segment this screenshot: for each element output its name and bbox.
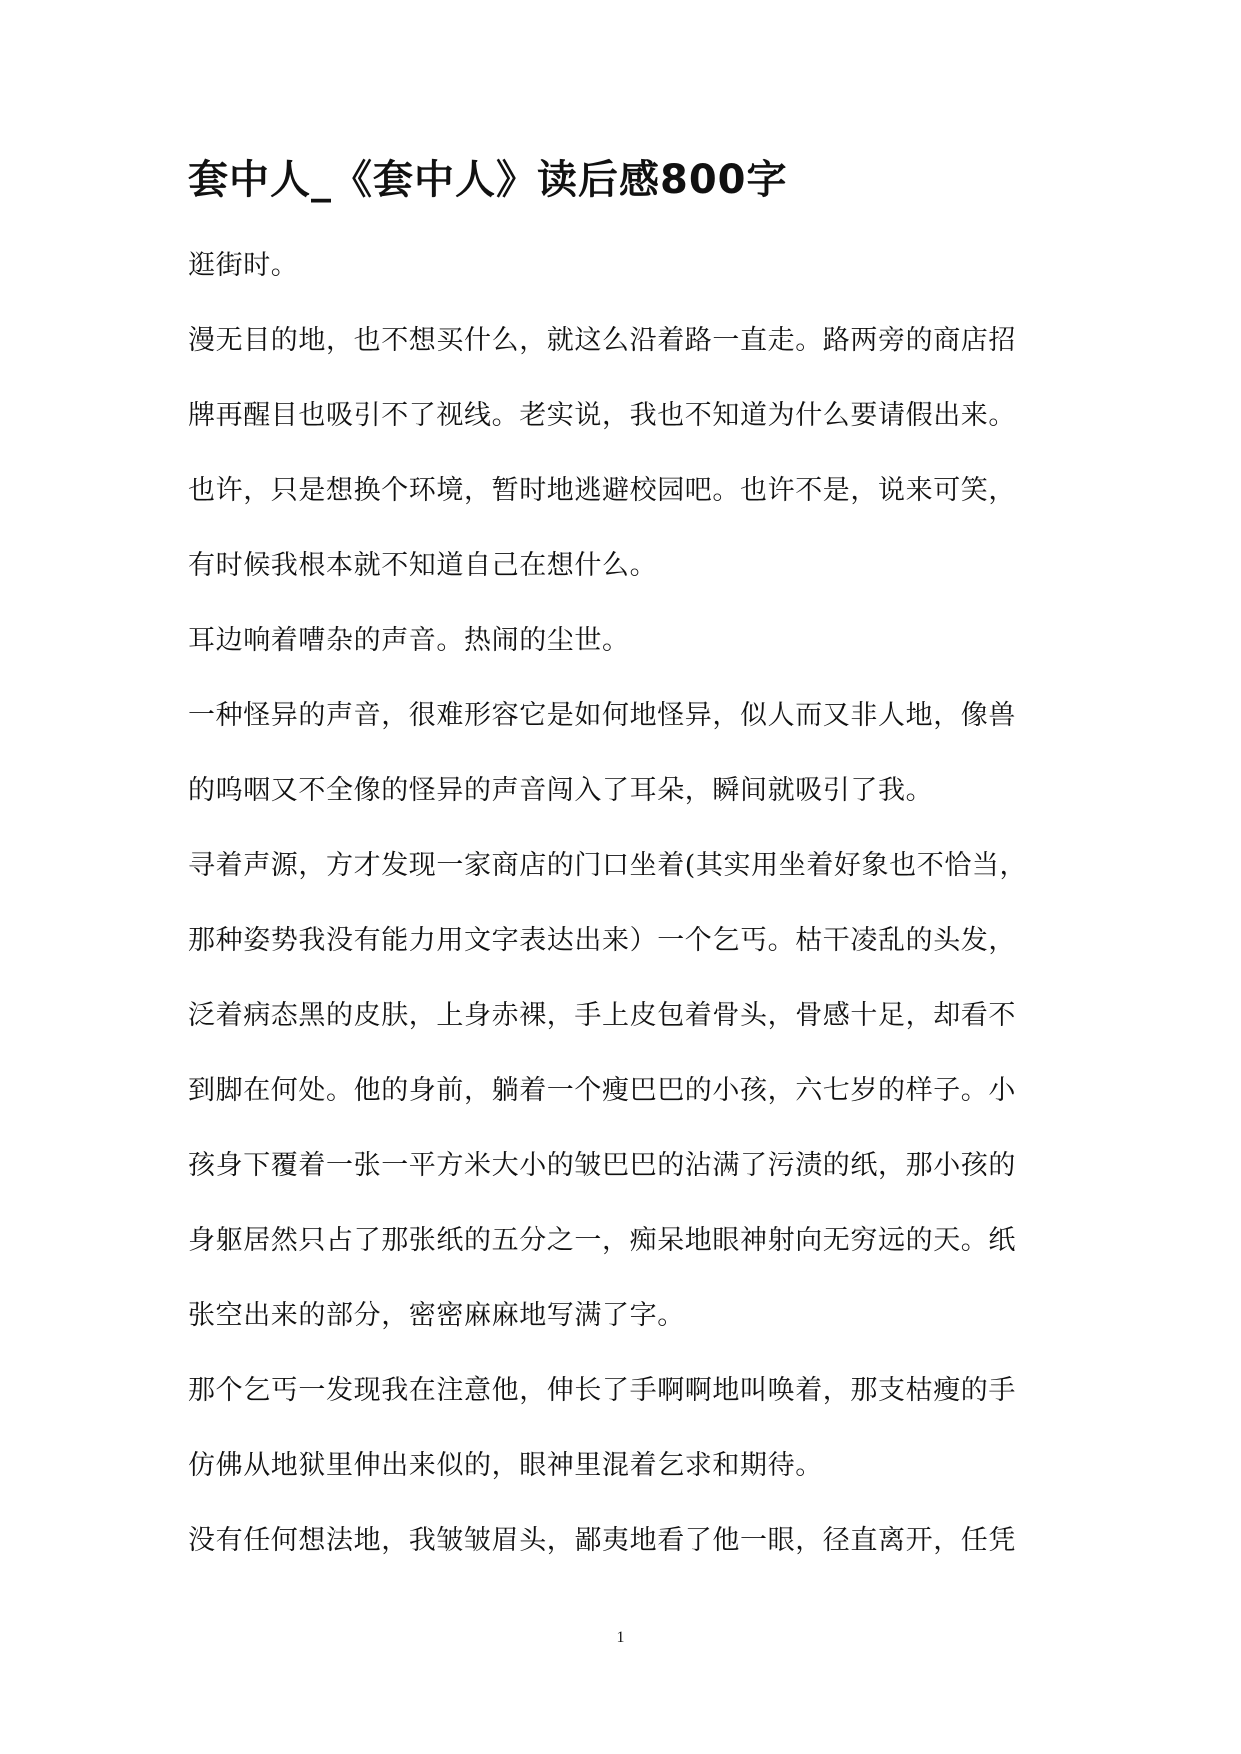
text-line: 那种姿势我没有能力用文字表达出来）一个乞丐。枯干凌乱的头发， [188,925,1016,956]
text-line: 没有任何想法地，我皱皱眉头，鄙夷地看了他一眼，径直离开，任凭 [188,1525,1016,1556]
text-line: 孩身下覆着一张一平方米大小的皱巴巴的沾满了污渍的纸，那小孩的 [188,1150,1016,1181]
paragraph-3 [188,603,1068,678]
text-line: 身躯居然只占了那张纸的五分之一，痴呆地眼神射向无穷远的天。纸 [188,1225,1016,1256]
paragraph-1 [188,228,1068,303]
page-number: 1 [616,1629,625,1646]
text-line: 张空出来的部分，密密麻麻地写满了字。 [188,1300,685,1331]
text-line: 逛街时。 [188,250,299,281]
text-line: 牌再醒目也吸引不了视线。老实说，我也不知道为什么要请假出来。 [188,400,1016,431]
text-line: 一种怪异的声音，很难形容它是如何地怪异，似人而又非人地，像兽 [188,700,1016,731]
paragraph-6 [188,1353,1068,1503]
paragraph-4 [188,678,1068,828]
text-line: 仿佛从地狱里伸出来似的，眼神里混着乞求和期待。 [188,1450,823,1481]
paragraph-7 [188,1503,1068,1578]
text-line: 耳边响着嘈杂的声音。热闹的尘世。 [188,625,630,656]
text-line: 到脚在何处。他的身前，躺着一个瘦巴巴的小孩，六七岁的样子。小 [188,1075,1016,1106]
text-line: 漫无目的地，也不想买什么，就这么沿着路一直走。路两旁的商店招 [188,325,1016,356]
text-line: 的呜咽又不全像的怪异的声音闯入了耳朵，瞬间就吸引了我。 [188,775,934,806]
text-line: 也许，只是想换个环境，暂时地逃避校园吧。也许不是，说来可笑， [188,475,1016,506]
text-line: 有时候我根本就不知道自己在想什么。 [188,550,658,581]
document-body [188,228,1068,1578]
document-title: 套中人_《套中人》读后感800字 [188,157,788,203]
text-line: 寻着声源，方才发现一家商店的门口坐着(其实用坐着好象也不恰当， [188,850,1028,881]
paragraph-5 [188,828,1068,1353]
paragraph-2 [188,303,1068,603]
text-line: 泛着病态黑的皮肤，上身赤裸，手上皮包着骨头，骨感十足，却看不 [188,1000,1016,1031]
text-line: 那个乞丐一发现我在注意他，伸长了手啊啊地叫唤着，那支枯瘦的手 [188,1375,1016,1406]
